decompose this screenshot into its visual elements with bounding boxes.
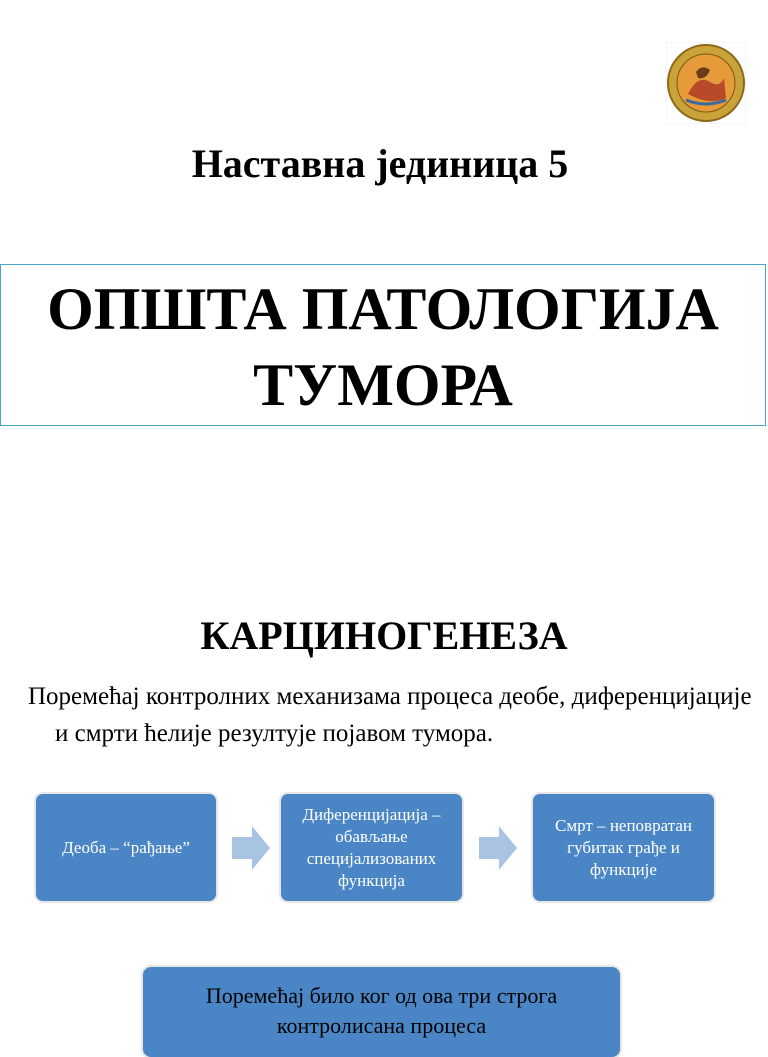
process-label: Диференцијација – обављање специјализованих функција bbox=[302, 804, 441, 890]
school-seal-logo bbox=[666, 42, 746, 124]
summary-line-1: Поремећај било ког од ова три строга bbox=[205, 983, 558, 1008]
right-arrow-icon bbox=[232, 826, 270, 870]
disorder-summary-box bbox=[143, 967, 620, 1057]
right-arrow-icon bbox=[479, 826, 517, 870]
main-title-line-1: ОПШТА ПАТОЛОГИЈА bbox=[47, 276, 719, 342]
process-box-differentiation bbox=[281, 794, 462, 901]
intro-paragraph: Поремећај контролних механизама процеса деобе, диференцијације и смрти ћелије резултује појавом тумора. bbox=[28, 683, 752, 747]
summary-line-2: контролисана процеса bbox=[276, 1013, 487, 1038]
lesson-title: Наставна јединица 5 bbox=[191, 141, 569, 186]
section-heading: КАРЦИНОГЕНЕЗА bbox=[200, 613, 568, 658]
process-label: Деоба – “рађање” bbox=[62, 837, 190, 857]
main-title-box bbox=[0, 264, 766, 426]
main-title-line-2: ТУМОРА bbox=[253, 352, 513, 418]
process-box-death bbox=[533, 794, 714, 901]
process-box-division bbox=[36, 794, 216, 901]
process-label: Смрт – неповратан губитак грађе и функције bbox=[555, 815, 692, 879]
